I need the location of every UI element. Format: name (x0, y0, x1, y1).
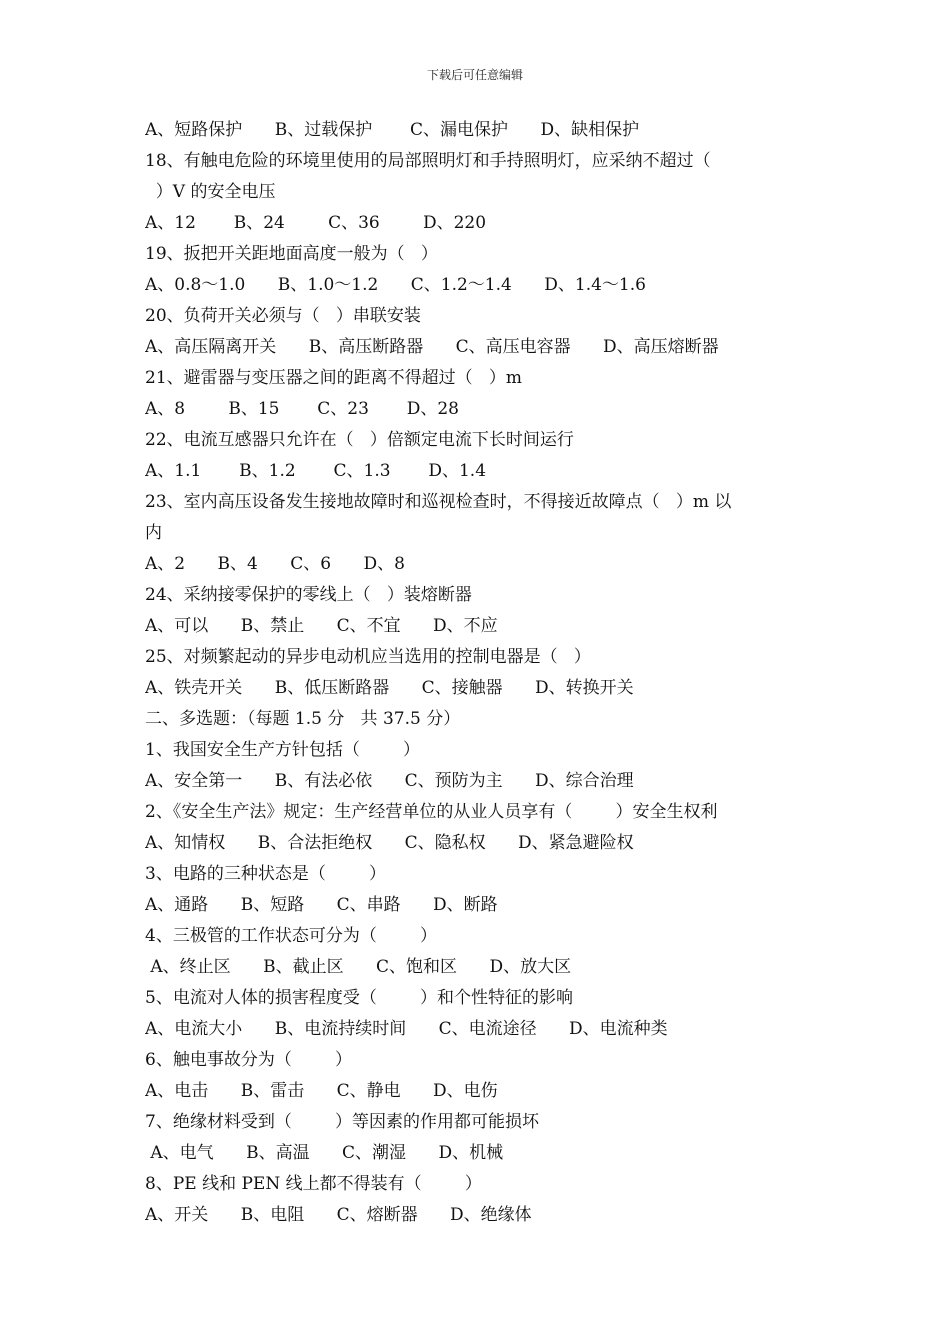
multi-options-5: A、电流大小 B、电流持续时间 C、电流途径 D、电流种类 (145, 1019, 668, 1039)
text-line: 内 (145, 523, 162, 543)
multi-options-2: A、知情权 B、合法拒绝权 C、隐私权 D、紧急避险权 (145, 833, 634, 853)
text-line: ）V 的安全电压 (145, 182, 276, 202)
text-line: A、短路保护 B、过载保护 C、漏电保护 D、缺相保护 (145, 120, 640, 140)
multi-question-2: 2、《安全生产法》规定：生产经营单位的从业人员享有（ ）安全生权利 (145, 802, 718, 822)
multi-question-5: 5、电流对人体的损害程度受（ ）和个性特征的影响 (145, 988, 574, 1008)
options-21: A、8 B、15 C、23 D、28 (145, 399, 460, 419)
multi-options-3: A、通路 B、短路 C、串路 D、断路 (145, 895, 498, 915)
question-25: 25、对频繁起动的异步电动机应当选用的控制电器是（ ） (145, 647, 591, 667)
multi-question-1: 1、我国安全生产方针包括（ ） (145, 740, 421, 760)
question-24: 24、采纳接零保护的零线上（ ）装熔断器 (145, 585, 472, 605)
question-22: 22、电流互感器只允许在（ ）倍额定电流下长时间运行 (145, 430, 574, 450)
question-20: 20、负荷开关必须与（ ）串联安装 (145, 306, 421, 326)
multi-options-7: A、电气 B、高温 C、潮湿 D、机械 (145, 1143, 504, 1163)
options-18: A、12 B、24 C、36 D、220 (145, 213, 487, 233)
options-25: A、铁壳开关 B、低压断路器 C、接触器 D、转换开关 (145, 678, 634, 698)
multi-options-1: A、安全第一 B、有法必依 C、预防为主 D、综合治理 (145, 771, 634, 791)
question-list (145, 115, 825, 1231)
page-header: 下载后可任意编辑 (426, 68, 523, 82)
options-19: A、0.8～1.0 B、1.0～1.2 C、1.2～1.4 D、1.4～1.6 (145, 275, 646, 295)
options-22: A、1.1 B、1.2 C、1.3 D、1.4 (145, 461, 487, 481)
options-24: A、可以 B、禁止 C、不宜 D、不应 (145, 616, 498, 636)
question-18: 18、有触电危险的环境里使用的局部照明灯和手持照明灯，应采纳不超过（ (145, 151, 711, 171)
multi-question-8: 8、PE 线和 PEN 线上都不得装有（ ） (145, 1174, 482, 1194)
multi-question-4: 4、三极管的工作状态可分为（ ） (145, 926, 438, 946)
multi-options-6: A、电击 B、雷击 C、静电 D、电伤 (145, 1081, 498, 1101)
question-23: 23、室内高压设备发生接地故障时和巡视检查时，不得接近故障点（ ）m 以 (145, 492, 732, 512)
section-heading: 二、多选题：（每题 1.5 分 共 37.5 分） (145, 709, 461, 729)
multi-question-6: 6、触电事故分为（ ） (145, 1050, 353, 1070)
question-21: 21、避雷器与变压器之间的距离不得超过（ ）m (145, 368, 522, 388)
question-19: 19、扳把开关距地面高度一般为（ ） (145, 244, 438, 264)
multi-options-4: A、终止区 B、截止区 C、饱和区 D、放大区 (145, 957, 572, 977)
options-20: A、高压隔离开关 B、高压断路器 C、高压电容器 D、高压熔断器 (145, 337, 719, 357)
options-23: A、2 B、4 C、6 D、8 (145, 554, 405, 574)
multi-question-3: 3、电路的三种状态是（ ） (145, 864, 387, 884)
multi-options-8: A、开关 B、电阻 C、熔断器 D、绝缘体 (145, 1205, 532, 1225)
multi-question-7: 7、绝缘材料受到（ ）等因素的作用都可能损坏 (145, 1112, 540, 1132)
